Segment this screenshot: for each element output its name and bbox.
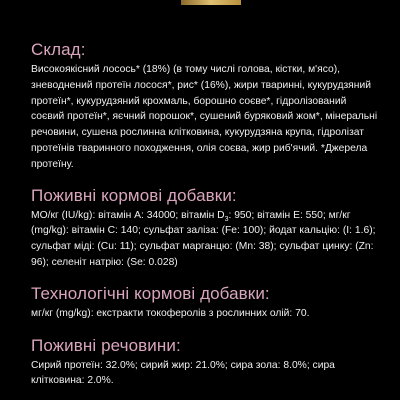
ingredients-content xyxy=(31,40,381,400)
composition-heading: Склад: xyxy=(31,40,86,59)
nutrients-heading: Поживні речовини: xyxy=(31,335,181,355)
technological-additives-heading: Технологічні кормові добавки: xyxy=(31,283,270,303)
nutritional-additives-heading: Поживні кормові добавки: xyxy=(31,185,237,205)
vitamin-d-subscript: 3 xyxy=(224,215,229,223)
nutritional-additives-text-part1: МО/кг (IU/kg): вітамін А: 34000; вітамін D xyxy=(31,209,225,221)
nutritional-additives-text xyxy=(31,208,381,271)
technological-additives-section xyxy=(31,284,381,322)
technological-additives-text: мг/кг (mg/kg): екстракти токоферолів з рослинних олій: 70. xyxy=(31,307,310,319)
nutrients-section xyxy=(31,336,381,390)
nutrients-text: Сирий протеїн: 32.0%; сирий жир: 21.0%; сира зола: 8.0%; сира клітковина: 2.0%. xyxy=(31,359,335,387)
composition-text: Високоякісний лосось* (18%) (в тому числі голова, кістки, м'ясо), зневоднений протеїн лосося*, рис* (16%), жири тваринні, кукурудзяний протеїн*, кукурудзяний крохмаль, борошно соєве*, гідролізований соєвий протеїн*, яєчний порошок*, сушений буряковий жом*, мінеральні речовини, сушена рослинна клітковина, кукурудзяна крупа, гідролізат протеїнів тваринного походження, олія соєва, жир риб'ячий. *Джерела протеїну. xyxy=(31,64,378,170)
gold-accent-bar xyxy=(181,0,241,5)
composition-section xyxy=(31,40,381,173)
nutritional-additives-section xyxy=(31,186,381,271)
nutritional-additives-text-part2: : 950; вітамін Е: 550; мг/кг (mg/kg): вітамін С: 140; сульфат заліза: (Fe: 100); йодат кальцію: (I: 1.6); сульфат міді: (Cu: 11); сульфат марганцю: (Mn: 38); сульфат цинку: (Zn: 96); селеніт натрію: (Se: 0.028) xyxy=(31,209,376,268)
